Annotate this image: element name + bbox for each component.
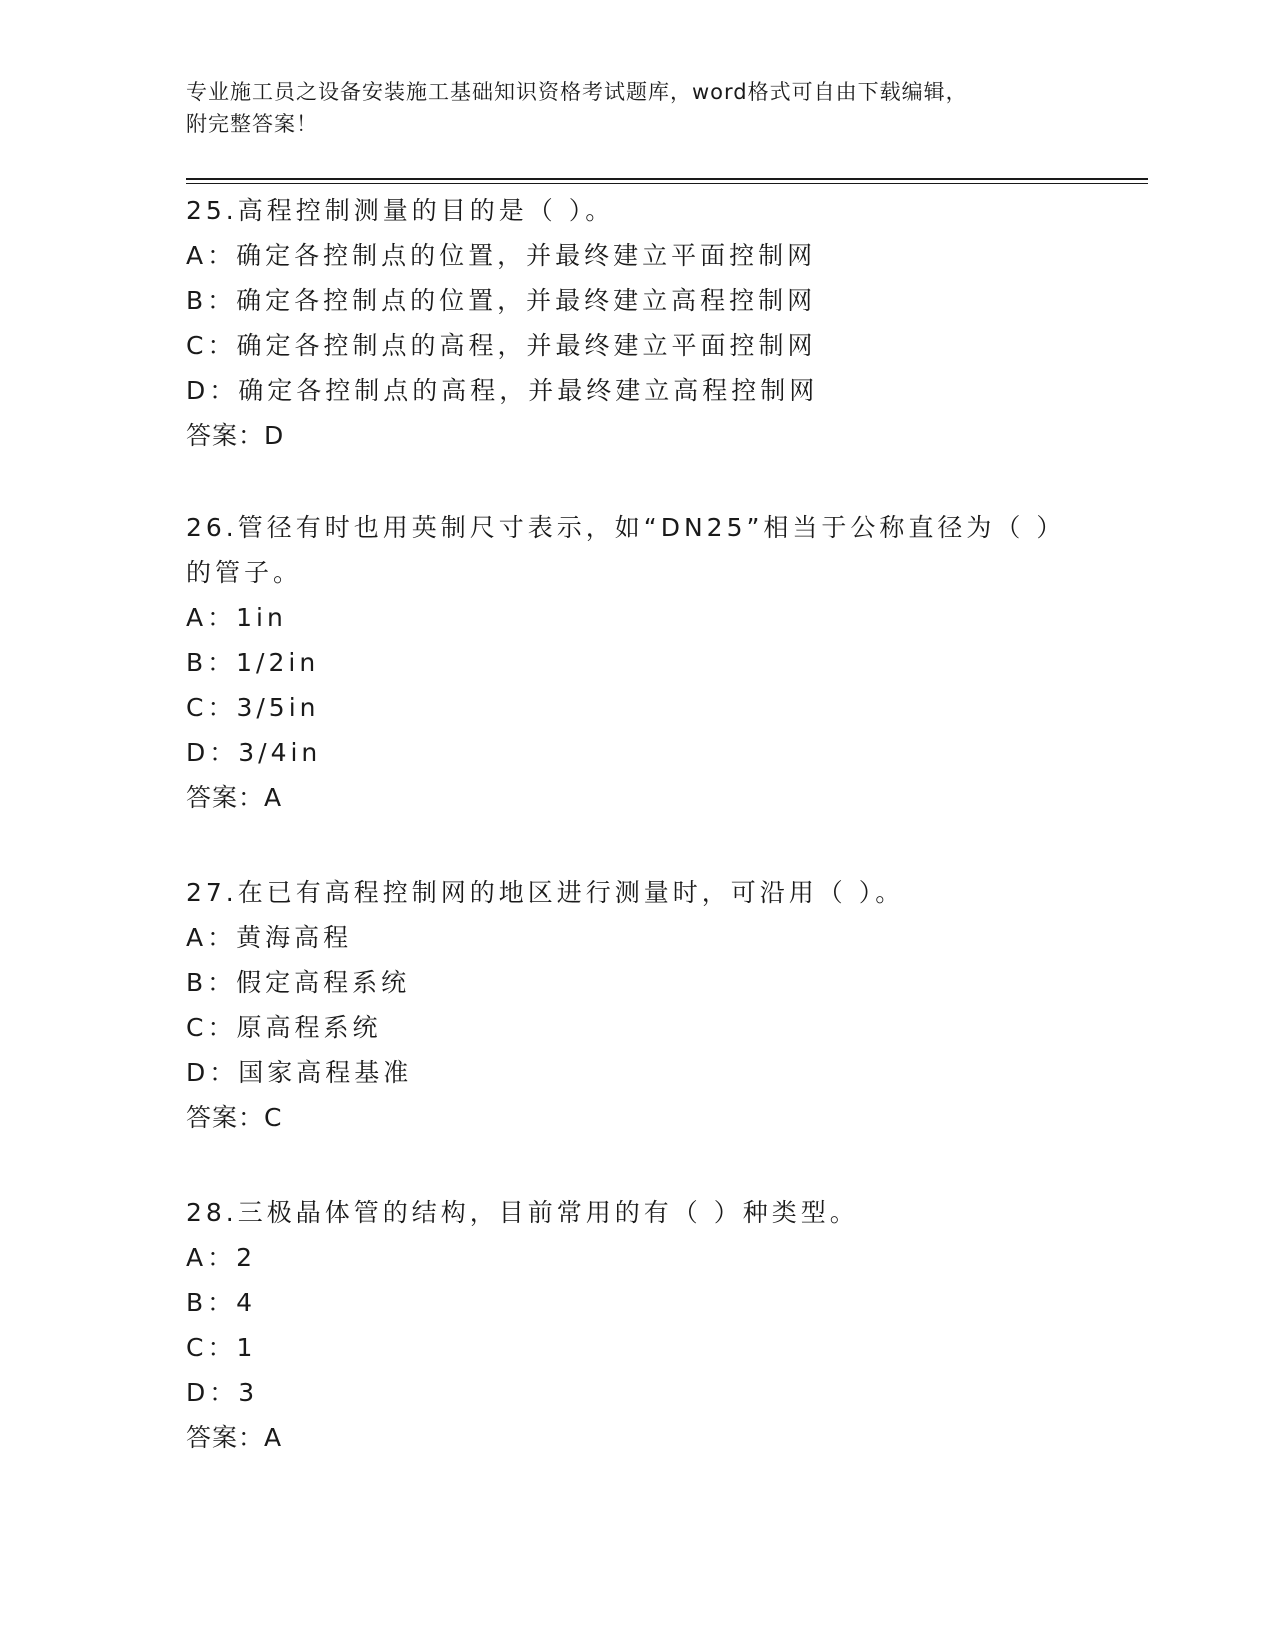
option-b: B：4 [186, 1288, 257, 1317]
question-text: 26.管径有时也用英制尺寸表示，如“DN25”相当于公称直径为（ ） [186, 513, 1066, 542]
question-text-continued: 的管子。 [186, 558, 303, 587]
header-line-2: 附完整答案！ [186, 112, 318, 136]
answer: 答案：C [186, 1103, 283, 1132]
option-d: D：3 [186, 1378, 259, 1407]
option-c: C：1 [186, 1333, 257, 1362]
option-c: C：原高程系统 [186, 1013, 382, 1042]
header-line-1: 专业施工员之设备安装施工基础知识资格考试题库，word格式可自由下载编辑， [186, 80, 968, 104]
option-d: D：确定各控制点的高程，并最终建立高程控制网 [186, 376, 819, 405]
question-27 [186, 870, 1116, 1140]
option-b: B：确定各控制点的位置，并最终建立高程控制网 [186, 286, 817, 315]
option-a: A：确定各控制点的位置，并最终建立平面控制网 [186, 241, 817, 270]
option-a: A：2 [186, 1243, 257, 1272]
option-c: C：确定各控制点的高程，并最终建立平面控制网 [186, 331, 817, 360]
question-text: 25.高程控制测量的目的是（ ）。 [186, 196, 615, 225]
option-a: A：1in [186, 603, 287, 632]
option-d: D：3/4in [186, 738, 322, 767]
question-text: 27.在已有高程控制网的地区进行测量时，可沿用（ ）。 [186, 878, 905, 907]
option-b: B：1/2in [186, 648, 320, 677]
document-header [186, 76, 1106, 140]
question-28 [186, 1190, 1116, 1460]
option-d: D：国家高程基准 [186, 1058, 413, 1087]
answer: 答案：A [186, 1423, 283, 1452]
question-text: 28.三极晶体管的结构，目前常用的有（ ）种类型。 [186, 1198, 859, 1227]
option-b: B：假定高程系统 [186, 968, 411, 997]
option-c: C：3/5in [186, 693, 320, 722]
question-26 [186, 505, 1116, 820]
answer: 答案：D [186, 421, 285, 450]
answer: 答案：A [186, 783, 283, 812]
option-a: A：黄海高程 [186, 923, 353, 952]
header-divider [186, 178, 1148, 184]
question-25 [186, 188, 1116, 458]
